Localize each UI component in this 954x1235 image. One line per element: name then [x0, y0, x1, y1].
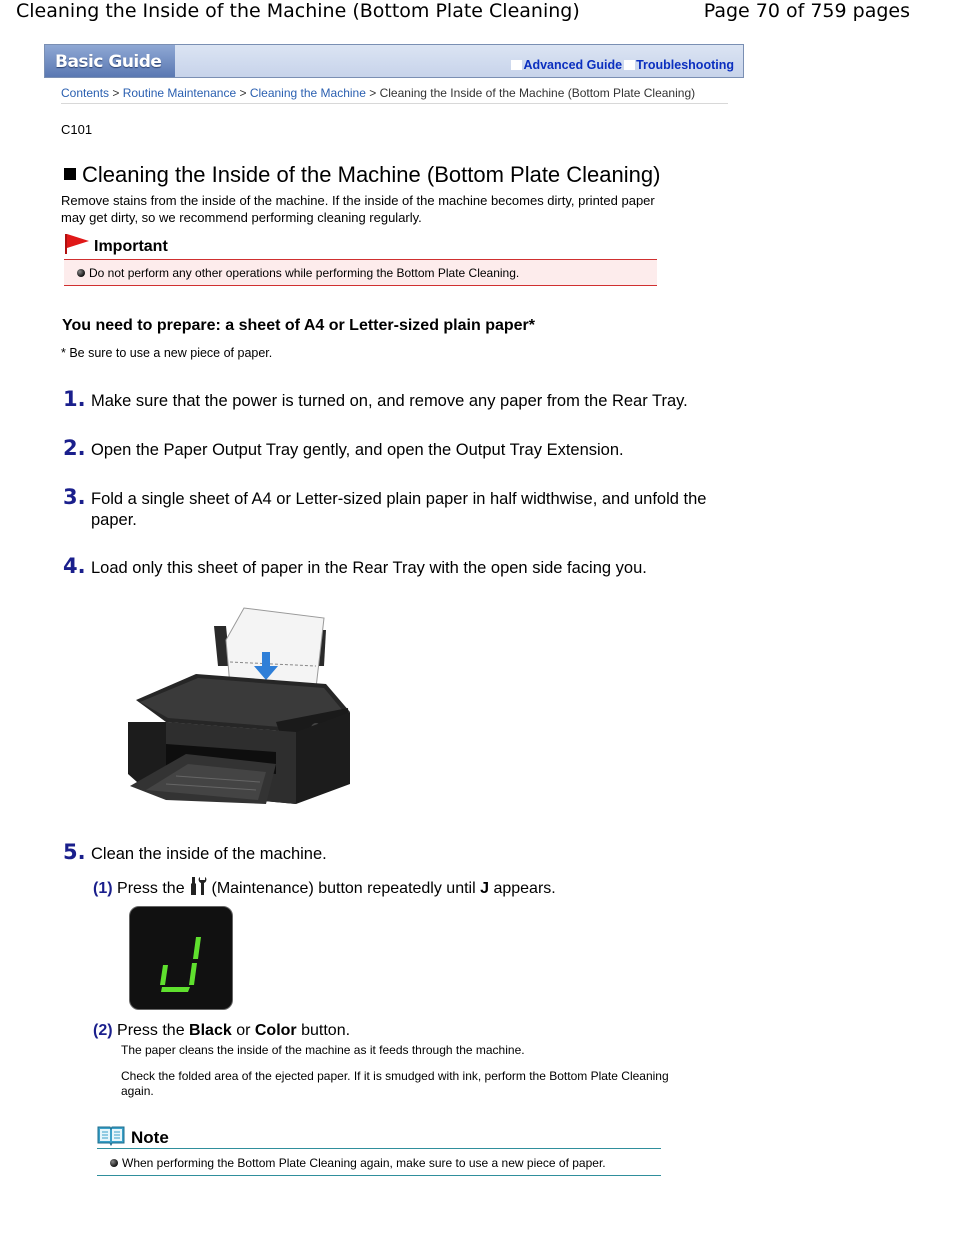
step-3	[63, 485, 707, 529]
basic-guide-tab[interactable]	[45, 45, 175, 77]
troubleshooting-icon	[624, 60, 635, 70]
step-text: Fold a single sheet of A4 or Letter-sized plain paper in half widthwise, and unfold the	[91, 490, 707, 508]
substep-number: (1)	[93, 880, 113, 897]
advanced-guide-link[interactable]: Advanced Guide	[523, 58, 623, 72]
note-item	[110, 1156, 606, 1170]
step-number: 1.	[63, 387, 86, 411]
substep-text: appears.	[489, 880, 556, 897]
breadcrumb-separator: >	[109, 86, 123, 100]
important-text: Do not perform any other operations while performing the Bottom Plate Cleaning.	[89, 266, 520, 280]
important-box	[64, 259, 657, 286]
step-text: Make sure that the power is turned on, and remove any paper from the Rear Tray.	[91, 392, 688, 410]
note-title: Note	[131, 1128, 169, 1147]
substep-text: (Maintenance) button repeatedly until	[207, 880, 481, 897]
breadcrumb-divider	[61, 103, 728, 104]
step-text: Open the Paper Output Tray gently, and open the Output Tray Extension.	[91, 441, 624, 459]
step-number: 5.	[63, 840, 86, 864]
lcd-j-segment	[130, 907, 232, 1009]
red-flag-icon	[64, 233, 90, 260]
bullet-icon	[77, 269, 85, 277]
prepare-heading: You need to prepare: a sheet of A4 or Letter-sized plain paper*	[62, 317, 535, 334]
substep-2-check	[121, 1069, 669, 1099]
step-number: 2.	[63, 436, 86, 460]
step-1	[63, 387, 688, 411]
page-title-text: Cleaning the Inside of the Machine (Bottom Plate Cleaning)	[82, 162, 661, 187]
note-divider-bottom	[97, 1175, 661, 1176]
document-code: C101	[61, 122, 93, 137]
intro-line: Remove stains from the inside of the machine. If the inside of the machine becomes dirty, printed paper	[61, 193, 655, 208]
step-2	[63, 436, 624, 460]
important-item	[77, 266, 519, 280]
heading-square-icon	[64, 168, 76, 180]
breadcrumb-cleaning-machine[interactable]: Cleaning the Machine	[249, 86, 366, 100]
color-button-label: Color	[254, 1022, 297, 1039]
substep-2	[93, 1022, 350, 1040]
open-book-icon	[97, 1124, 125, 1151]
step-text: Load only this sheet of paper in the Rear Tray with the open side facing you.	[91, 559, 647, 577]
step-number: 3.	[63, 485, 86, 509]
black-button-label: Black	[189, 1022, 232, 1039]
step-text: Clean the inside of the machine.	[91, 845, 327, 863]
step-number: 4.	[63, 554, 86, 578]
lcd-display	[129, 906, 233, 1010]
substep-1	[93, 875, 556, 902]
substep-text: or	[231, 1022, 255, 1039]
step-5	[63, 840, 327, 864]
check-line: again.	[121, 1084, 154, 1098]
basic-guide-label: Basic Guide	[55, 52, 162, 72]
printer-illustration	[126, 604, 356, 821]
step-4	[63, 554, 647, 578]
step-text-continued: paper.	[91, 511, 137, 529]
breadcrumb-contents[interactable]: Contents	[61, 86, 110, 100]
important-title: Important	[94, 238, 168, 255]
breadcrumb-current: Cleaning the Inside of the Machine (Bottom Plate Cleaning)	[379, 86, 696, 100]
page-title	[64, 162, 660, 188]
substep-text: Press the	[117, 1022, 190, 1039]
intro-paragraph	[61, 192, 731, 226]
guide-nav-bar	[44, 44, 744, 78]
substep-text: Press the	[117, 880, 190, 897]
breadcrumb	[61, 86, 695, 100]
troubleshooting-link[interactable]: Troubleshooting	[636, 58, 734, 72]
bullet-icon	[110, 1159, 118, 1167]
note-divider-top	[97, 1148, 661, 1149]
page-header-title: Cleaning the Inside of the Machine (Bottom Plate Cleaning)	[16, 0, 580, 22]
maintenance-tools-icon	[189, 875, 207, 902]
guide-links	[511, 58, 734, 72]
note-text: When performing the Bottom Plate Cleaning again, make sure to use a new piece of paper.	[122, 1156, 606, 1170]
intro-line: may get dirty, so we recommend performing cleaning regularly.	[61, 210, 422, 225]
substep-text: button.	[296, 1022, 351, 1039]
breadcrumb-separator: >	[236, 86, 250, 100]
advanced-guide-icon	[511, 60, 522, 70]
check-line: Check the folded area of the ejected paper. If it is smudged with ink, perform the Bottom Plate Cleaning	[121, 1069, 669, 1083]
substep-number: (2)	[93, 1022, 113, 1039]
breadcrumb-routine-maintenance[interactable]: Routine Maintenance	[122, 86, 237, 100]
prepare-note: * Be sure to use a new piece of paper.	[61, 346, 273, 360]
page-count: Page 70 of 759 pages	[703, 0, 910, 22]
substep-2-detail: The paper cleans the inside of the machine as it feeds through the machine.	[121, 1043, 525, 1057]
lcd-letter-label: J	[480, 880, 490, 897]
breadcrumb-separator: >	[365, 86, 380, 100]
